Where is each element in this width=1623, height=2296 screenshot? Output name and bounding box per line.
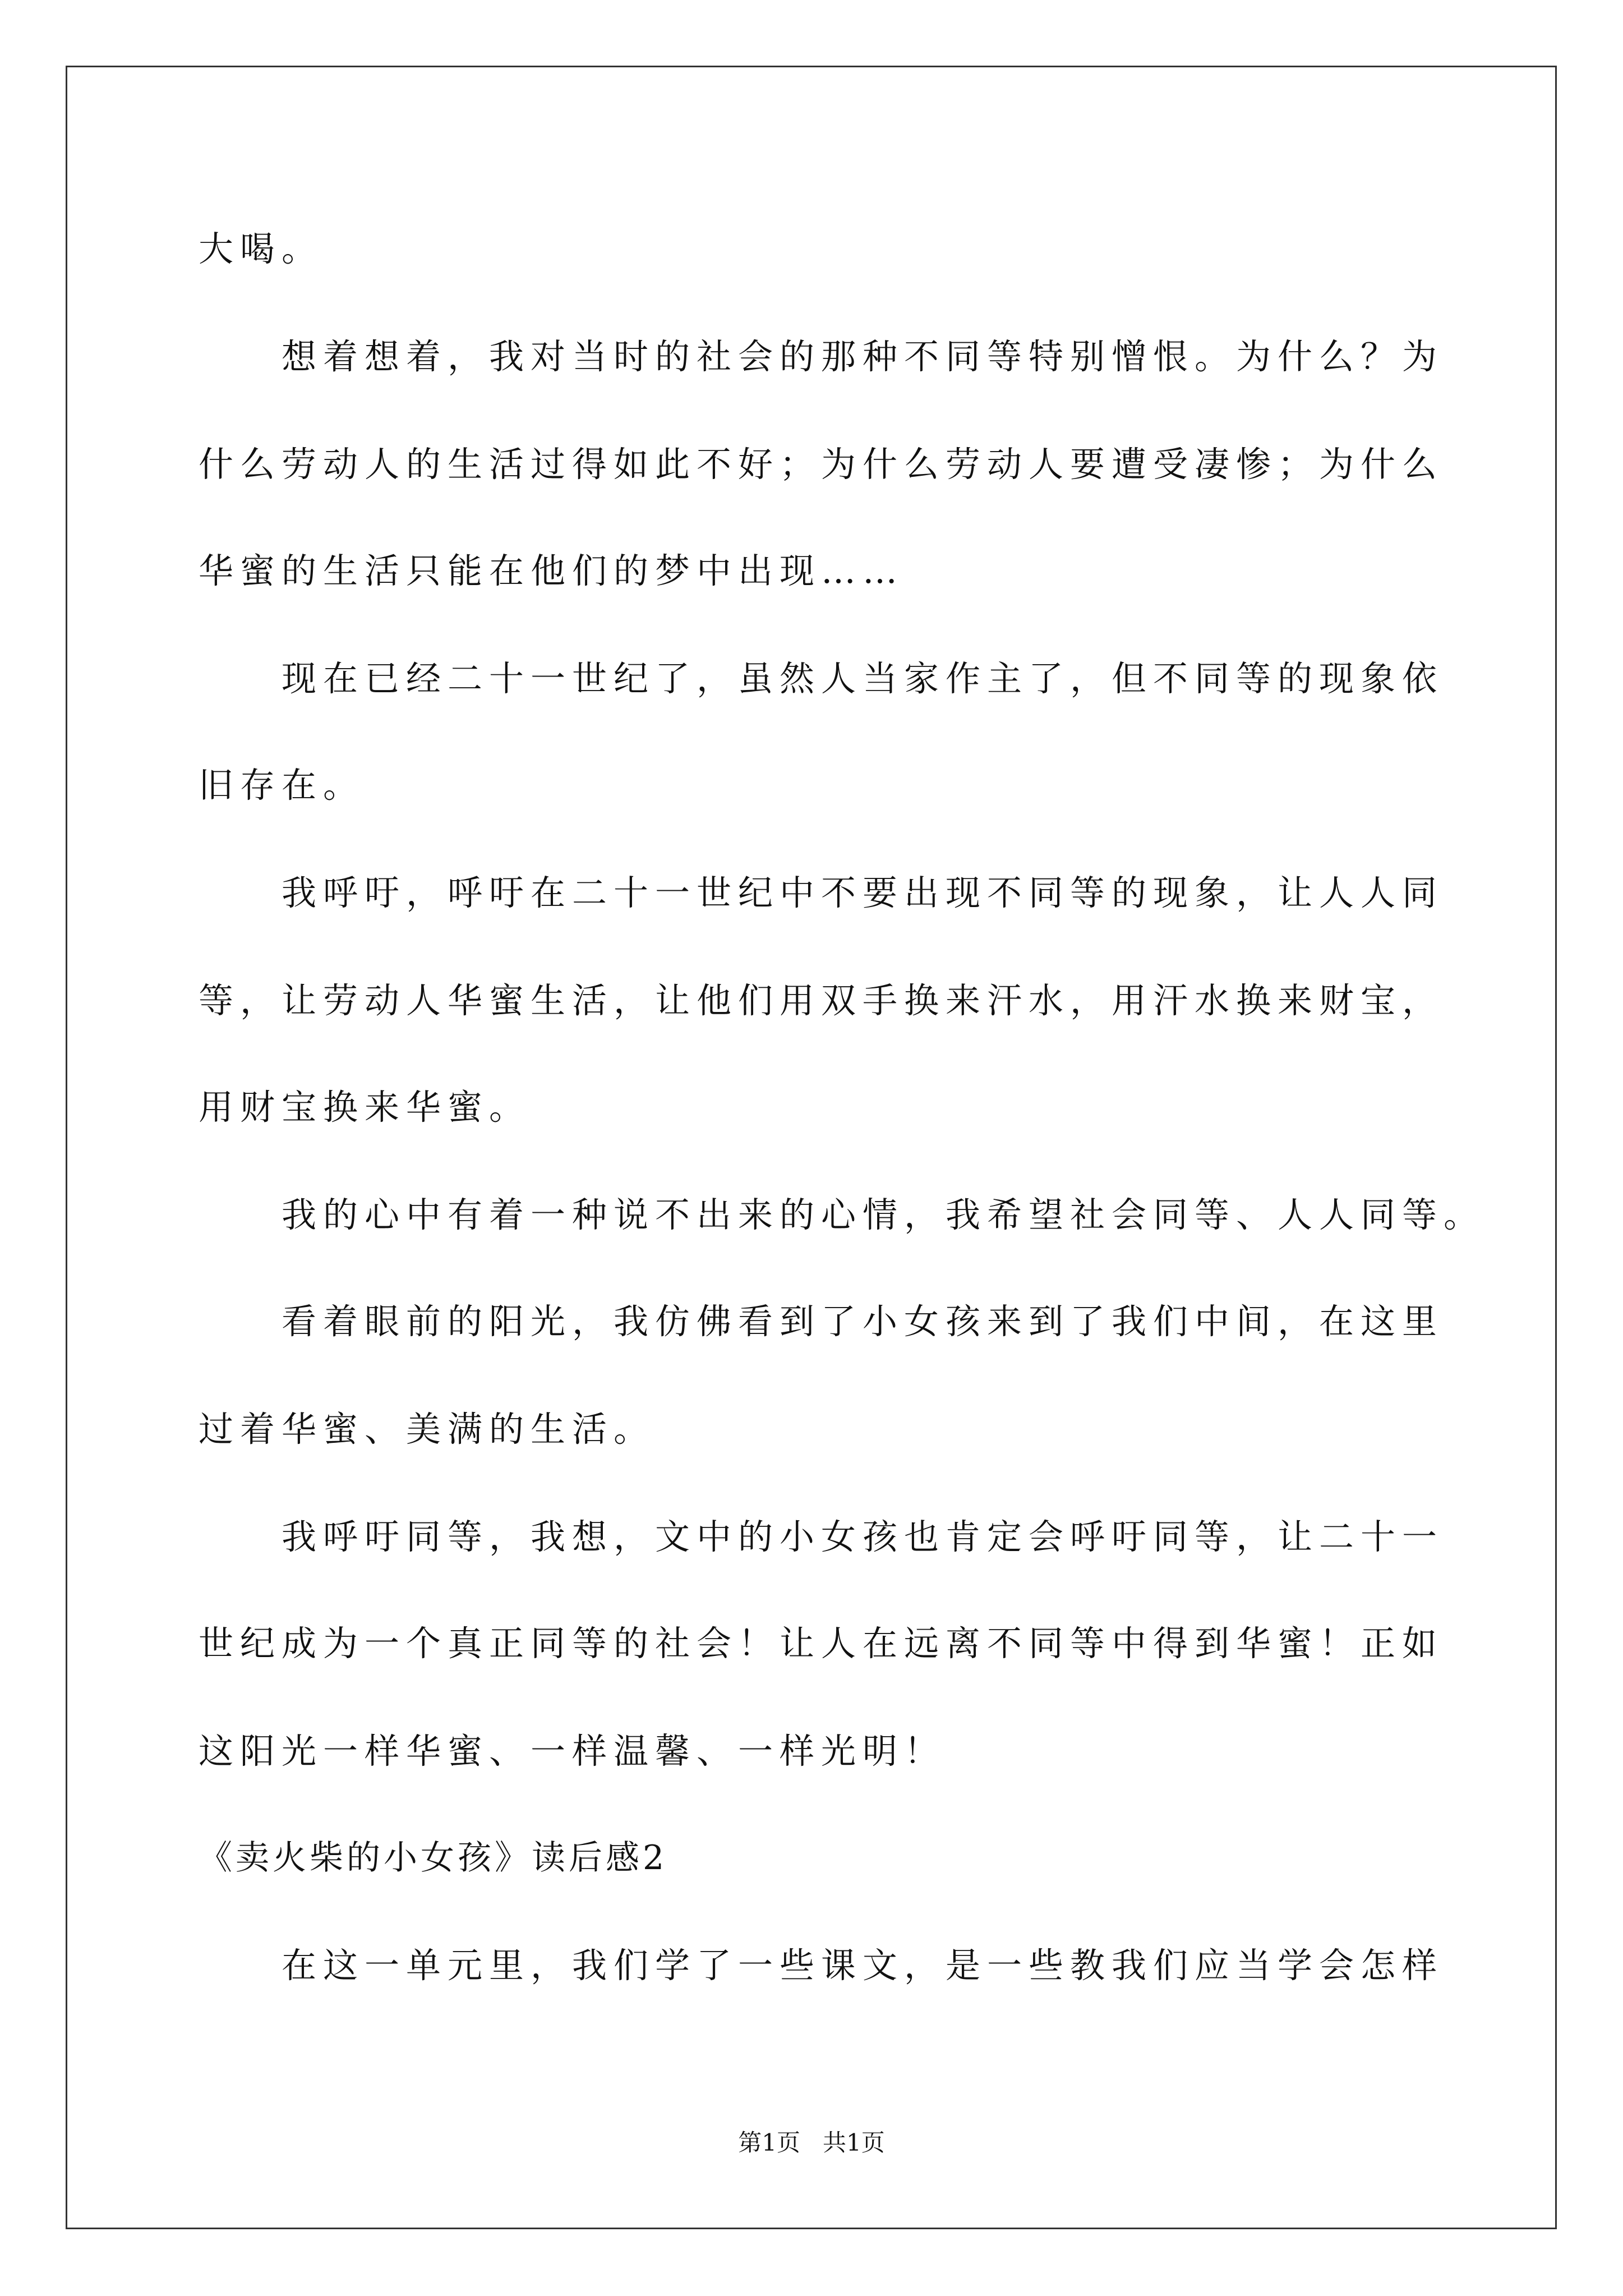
text-line: 华蜜的生活只能在他们的梦中出现…… xyxy=(199,550,905,591)
text-line: 这阳光一样华蜜、一样温馨、一样光明！ xyxy=(199,1731,946,1772)
text-line: 看着眼前的阳光，我仿佛看到了小女孩来到了我们中间，在这里 xyxy=(282,1301,1444,1342)
text-line: 我的心中有着一种说不出来的心情，我希望社会同等、人人同等。 xyxy=(282,1194,1486,1235)
text-line: 过着华蜜、美满的生活。 xyxy=(199,1409,656,1450)
text-line: 我呼吁，呼吁在二十一世纪中不要出现不同等的现象，让人人同 xyxy=(282,872,1444,913)
text-line: 什么劳动人的生活过得如此不好；为什么劳动人要遭受凄惨；为什么 xyxy=(199,444,1444,485)
section-heading: 《卖火柴的小女孩》读后感2 xyxy=(199,1838,668,1878)
text-line: 我呼吁同等，我想，文中的小女孩也肯定会呼吁同等，让二十一 xyxy=(282,1516,1444,1557)
text-line: 大喝。 xyxy=(199,228,324,269)
text-line: 世纪成为一个真正同等的社会！让人在远离不同等中得到华蜜！正如 xyxy=(199,1623,1444,1664)
page-border xyxy=(66,66,1557,2229)
page-footer: 第1页 共1页 xyxy=(738,2129,885,2156)
text-line: 用财宝换来华蜜。 xyxy=(199,1087,531,1128)
text-line: 在这一单元里，我们学了一些课文，是一些教我们应当学会怎样 xyxy=(282,1945,1444,1986)
text-line: 现在已经二十一世纪了，虽然人当家作主了，但不同等的现象依 xyxy=(282,658,1444,699)
text-line: 想着想着，我对当时的社会的那种不同等特别憎恨。为什么？为 xyxy=(282,336,1444,377)
text-line: 等，让劳动人华蜜生活，让他们用双手换来汗水，用汗水换来财宝， xyxy=(199,980,1444,1021)
text-line: 旧存在。 xyxy=(199,765,365,806)
